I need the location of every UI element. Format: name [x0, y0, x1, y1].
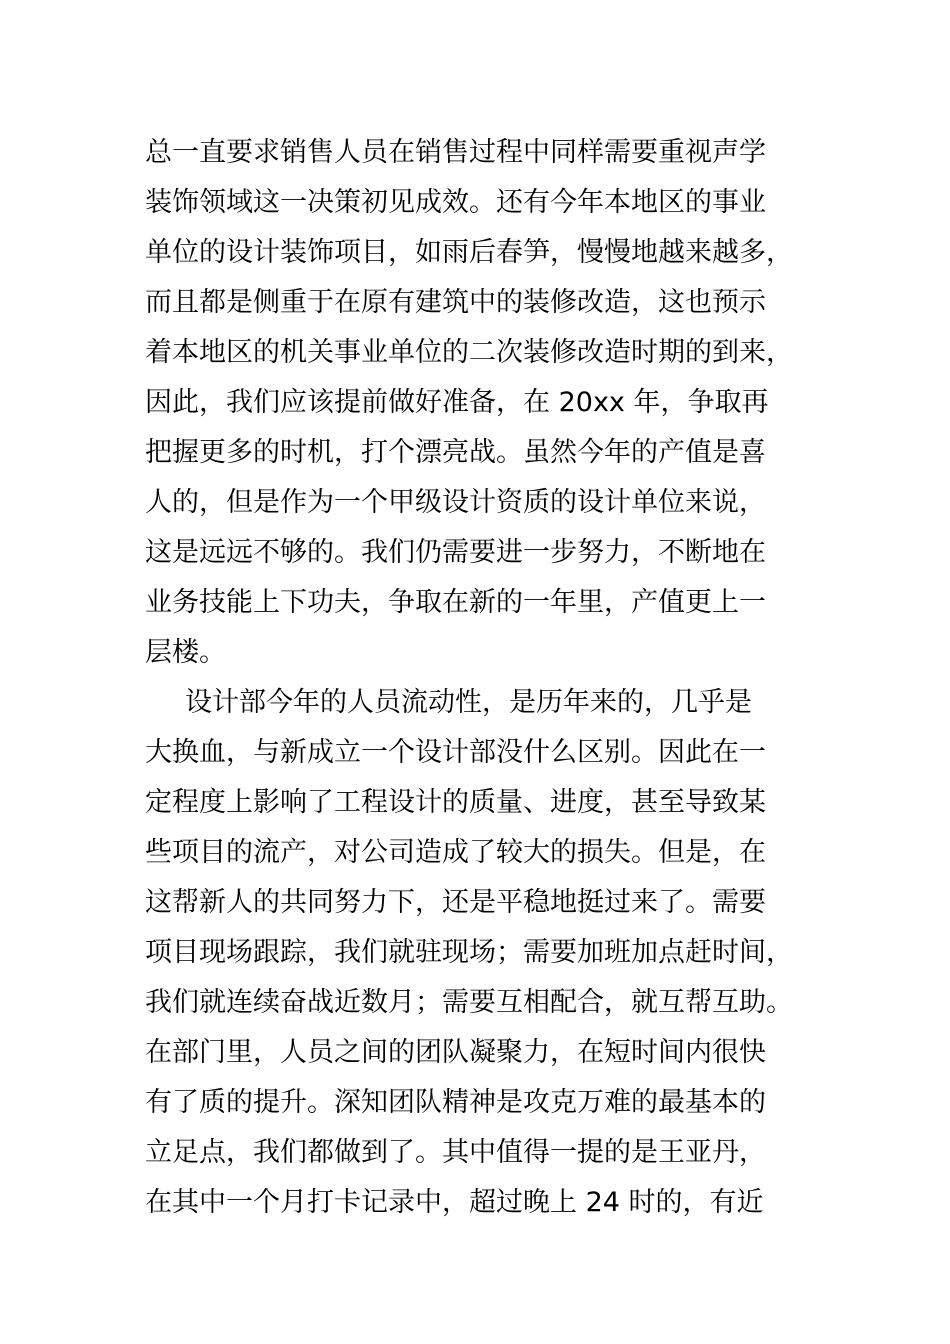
- paragraph-line: 大换血，与新成立一个设计部没什么区别。因此在一: [145, 737, 766, 768]
- paragraph-line: 些项目的流产，对公司造成了较大的损失。但是，在: [145, 837, 766, 868]
- paragraph-line: 这是远远不够的。我们仍需要进一步努力，不断地在: [145, 537, 766, 568]
- paragraph-line: 总一直要求销售人员在销售过程中同样需要重视声学: [145, 137, 766, 168]
- paragraph-line: 在部门里，人员之间的团队凝聚力，在短时间内很快: [145, 1037, 766, 1068]
- paragraph-line: 层楼。: [145, 637, 226, 668]
- paragraph-line: 因此，我们应该提前做好准备，在 20xx 年，争取再: [145, 387, 769, 418]
- document-body: [145, 128, 845, 1228]
- paragraph-line: 把握更多的时机，打个漂亮战。虽然今年的产值是喜: [145, 437, 766, 468]
- paragraph-line: 项目现场跟踪，我们就驻现场；需要加班加点赶时间，: [145, 937, 793, 968]
- paragraph-line: 我们就连续奋战近数月；需要互相配合，就互帮互助。: [145, 987, 793, 1018]
- paragraph-line: 设计部今年的人员流动性，是历年来的，几乎是: [185, 687, 752, 718]
- paragraph-line: 业务技能上下功夫，争取在新的一年里，产值更上一: [145, 587, 766, 618]
- paragraph-line: 单位的设计装饰项目，如雨后春笋，慢慢地越来越多，: [145, 237, 793, 268]
- paragraph-line: 而且都是侧重于在原有建筑中的装修改造，这也预示: [145, 287, 766, 318]
- paragraph-line: 人的，但是作为一个甲级设计资质的设计单位来说，: [145, 487, 766, 518]
- paragraph-line: 定程度上影响了工程设计的质量、进度，甚至导致某: [145, 787, 766, 818]
- paragraph-line: 立足点，我们都做到了。其中值得一提的是王亚丹，: [145, 1137, 766, 1168]
- paragraph-line: 这帮新人的共同努力下，还是平稳地挺过来了。需要: [145, 887, 766, 918]
- paragraph-line: 有了质的提升。深知团队精神是攻克万难的最基本的: [145, 1087, 766, 1118]
- paragraph-line: 在其中一个月打卡记录中，超过晚上 24 时的，有近: [145, 1187, 764, 1218]
- paragraph-line: 装饰领域这一决策初见成效。还有今年本地区的事业: [145, 187, 766, 218]
- paragraph-line: 着本地区的机关事业单位的二次装修改造时期的到来，: [145, 337, 793, 368]
